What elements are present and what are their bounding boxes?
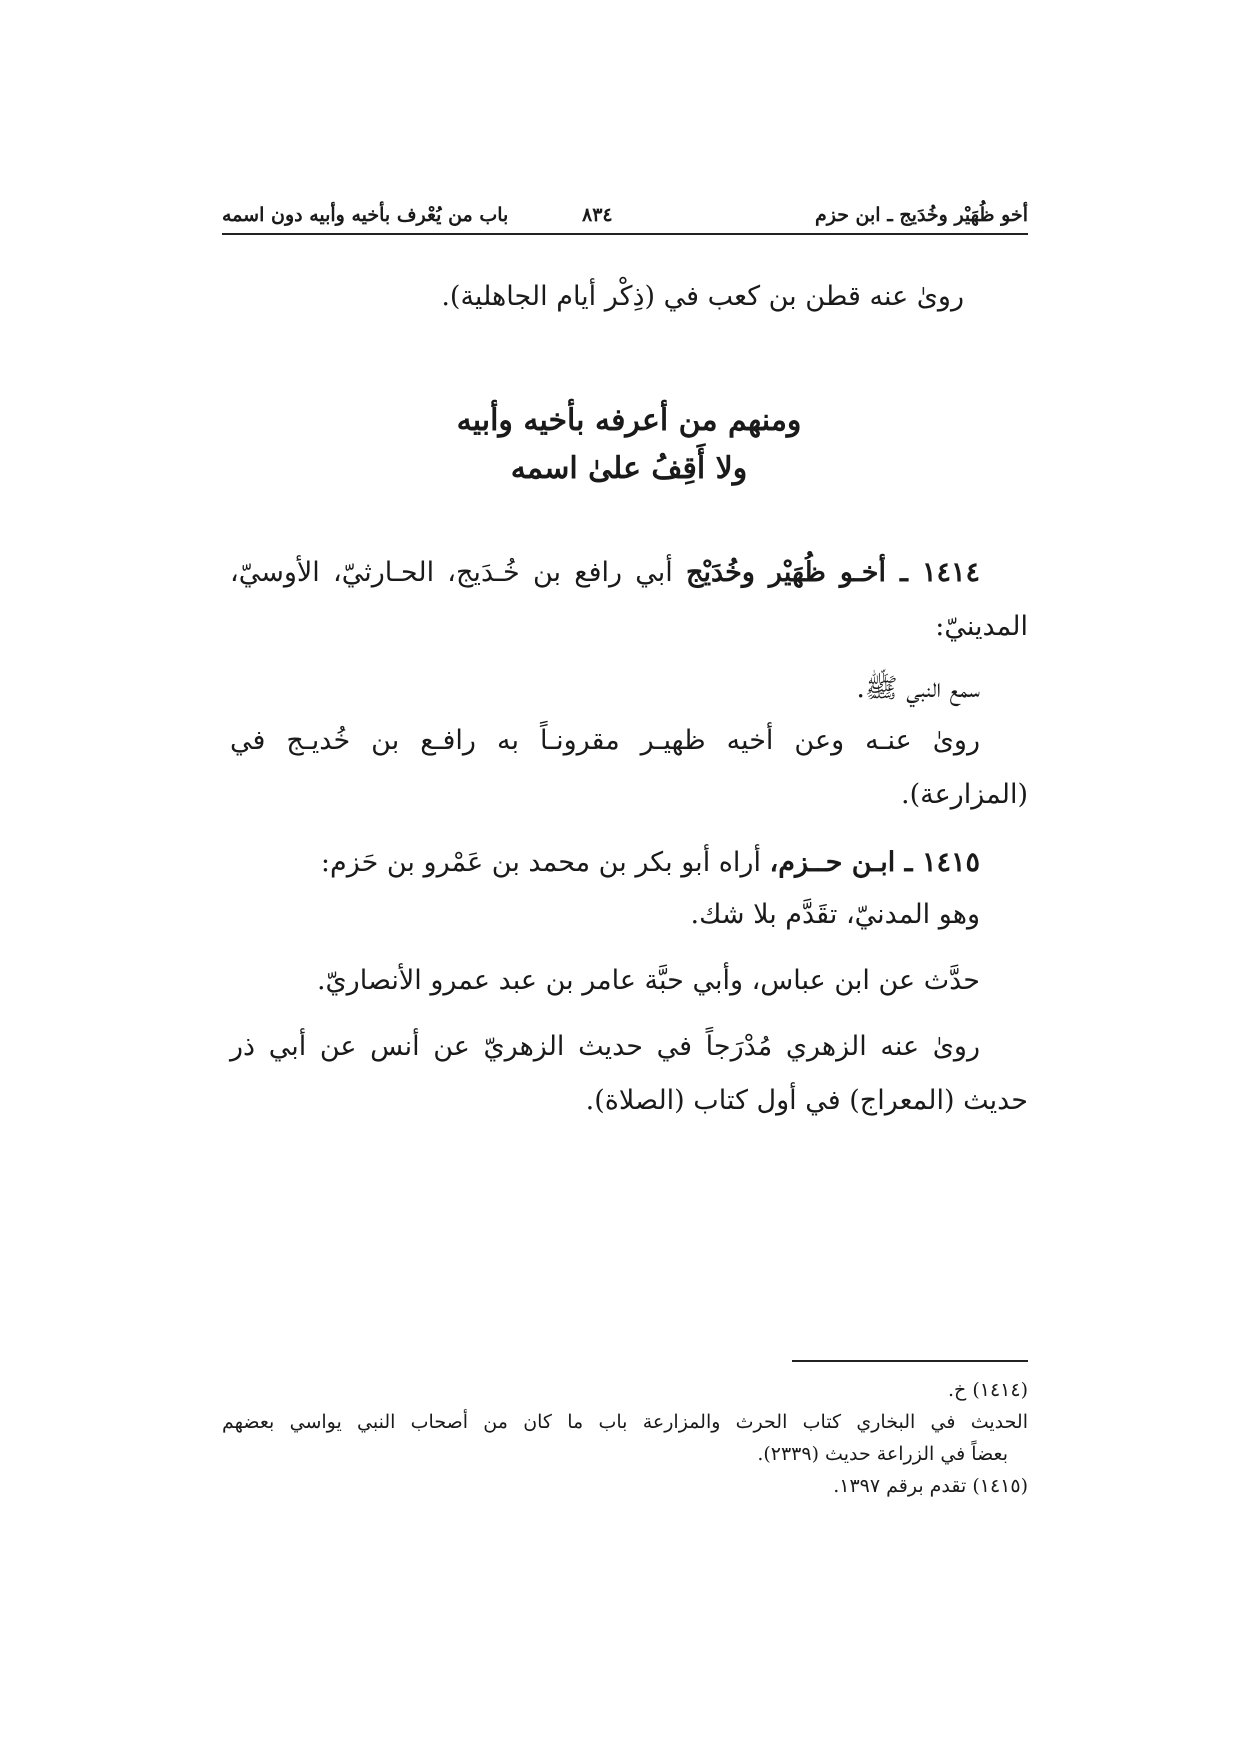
footnote-1414-text: الحديث في البخاري كتاب الحرث والمزارعة باب ما كان من أصحاب النبي يواسي بعضهم (222, 1411, 1028, 1433)
running-header (222, 198, 1028, 232)
footnote-1415: (١٤١٥) تقدم برقم ١٣٩٧. (833, 1475, 1028, 1497)
entry-1415-narrated-from: حدَّث عن ابن عباس، وأبي حبَّة عامر بن عبد عمرو الأنصاريّ. (316, 965, 980, 996)
entry-1415-number-title: ١٤١٥ ـ ابـن حــزم، (769, 847, 980, 878)
entry-1415-title (230, 836, 1028, 890)
header-entry-names: أخو ظُهَيْر وخُدَيج ـ ابن حزم (814, 204, 1028, 226)
entry-1415-note: وهو المدنيّ، تقَدَّم بلا شك. (690, 899, 980, 930)
section-heading-line-1: ومنهم من أعرفه بأخيه وأبيه (456, 403, 802, 438)
footnote-rule (792, 1360, 1028, 1362)
header-chapter-title: باب من يُعْرف بأخيه وأبيه دون اسمه (222, 204, 509, 226)
entry-1414-heard: سمع النبي ﷺ. (856, 673, 980, 704)
entry-1414-title (230, 546, 1028, 654)
section-heading-line-2: ولا أَقِفُ علىٰ اسمه (510, 451, 748, 486)
footnotes (222, 1374, 1028, 1502)
entry-1415-title-rest: أراه أبو بكر بن محمد بن عَمْرو بن حَزم: (320, 847, 770, 878)
entry-1414-narrated: رویٰ عنـه وعن أخيه ظهيـر مقرونـاً به رافـع بن خُديـج في (المزارعة). (230, 725, 1028, 810)
entry-1414-number-title: ١٤١٤ ـ أخـو ظُهَيْر وخُدَيْج (686, 557, 980, 588)
entry-1414-title-rest: أبي رافع بن خُـدَيج، الحـارثيّ، الأوسيّ، المدينيّ: (230, 557, 1028, 642)
entry-1415-narrated-by: رویٰ عنه الزهري مُدْرَجاً في حديث الزهريّ عن أنس عن أبي ذر حديث (المعراج) في أول كتاب (الصلاة). (230, 1031, 1028, 1116)
footnote-1414-text-cont: بعضاً في الزراعة حديث (٢٣٣٩). (757, 1443, 1008, 1465)
intro-line: رویٰ عنه قطن بن كعب في (ذِكْر أيام الجاهلية). (441, 281, 964, 312)
footnote-1414-ref: (١٤١٤) خ. (947, 1379, 1028, 1401)
page-number: ٨٣٤ (582, 204, 613, 226)
header-rule (222, 233, 1028, 235)
